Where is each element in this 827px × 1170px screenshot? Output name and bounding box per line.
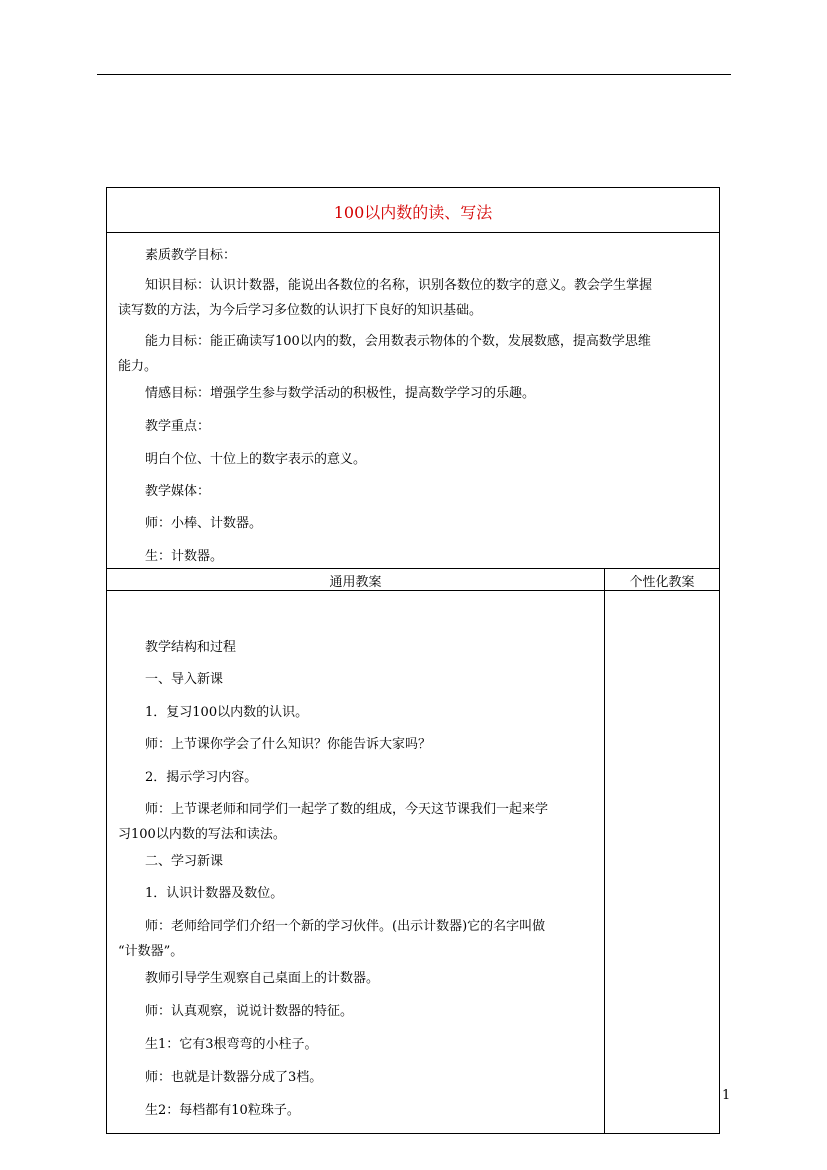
teacher-rods: 师：也就是计数器分成了3档。 bbox=[145, 1070, 323, 1085]
student-2: 生2：每档都有10粒珠子。 bbox=[145, 1103, 300, 1118]
step-reveal: 2．揭示学习内容。 bbox=[145, 770, 258, 785]
ability-objective: 能力目标：能正确读写100以内的数，会用数表示物体的个数，发展数感，提高数学思维 能力。 bbox=[118, 334, 651, 374]
column-general-plan: 通用教案 bbox=[329, 575, 382, 590]
emotion-objective: 情感目标：增强学生参与数学活动的积极性，提高数学学习的乐趣。 bbox=[145, 386, 536, 401]
column-personal-plan: 个性化教案 bbox=[629, 575, 695, 590]
objectives-section bbox=[107, 233, 719, 568]
student-1: 生1：它有3根弯弯的小柱子。 bbox=[145, 1037, 318, 1052]
title-row bbox=[107, 188, 719, 233]
teacher-abacus: 师：老师给同学们介绍一个新的学习伙伴。(出示计数器)它的名字叫做 “计数器”。 bbox=[118, 919, 546, 959]
section-intro: 一、导入新课 bbox=[145, 672, 224, 687]
lesson-plan-table bbox=[106, 187, 720, 1134]
step-review: 1．复习100以内数的认识。 bbox=[145, 705, 309, 720]
media-teacher: 师：小棒、计数器。 bbox=[145, 516, 263, 531]
step-abacus: 1．认识计数器及数位。 bbox=[145, 886, 284, 901]
page-number: 1 bbox=[722, 1088, 731, 1103]
key-point-text: 明白个位、十位上的数字表示的意义。 bbox=[145, 452, 367, 467]
media-student: 生：计数器。 bbox=[145, 549, 224, 564]
section-new-lesson: 二、学习新课 bbox=[145, 854, 224, 869]
knowledge-objective: 知识目标：认识计数器，能说出各数位的名称，识别各数位的数字的意义。教会学生掌握 读写数的方法，为今后学习多位数的认识打下良好的知识基础。 bbox=[118, 278, 653, 318]
process-heading: 教学结构和过程 bbox=[145, 640, 237, 655]
key-point-heading: 教学重点： bbox=[145, 419, 211, 434]
header-rule bbox=[97, 74, 731, 75]
teacher-observe: 师：认真观察，说说计数器的特征。 bbox=[145, 1004, 354, 1019]
guide-observe: 教师引导学生观察自己桌面上的计数器。 bbox=[145, 971, 380, 986]
teacher-question: 师：上节课你学会了什么知识？你能告诉大家吗？ bbox=[145, 737, 432, 752]
column-divider bbox=[604, 568, 605, 1133]
column-header-row bbox=[107, 568, 719, 591]
media-heading: 教学媒体： bbox=[145, 484, 211, 499]
teacher-intro: 师：上节课老师和同学们一起学了数的组成，今天这节课我们一起来学 习100以内数的写法和读法。 bbox=[118, 802, 549, 842]
objectives-heading: 素质教学目标： bbox=[145, 248, 237, 263]
lesson-title: 100以内数的读、写法 bbox=[333, 203, 493, 222]
